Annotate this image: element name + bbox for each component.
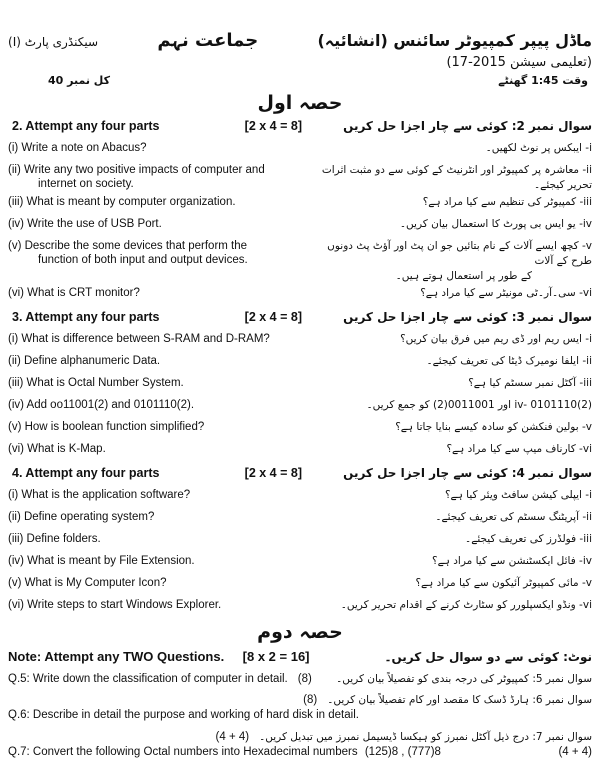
q6-marks: (8) bbox=[303, 694, 318, 706]
q4-item-row bbox=[8, 598, 592, 618]
q2-heading-urdu: سوال نمبر 2: کوئی سے چار اجزا حل کریں bbox=[343, 119, 592, 133]
q7-urdu-row bbox=[8, 730, 592, 745]
q4-item-row bbox=[8, 554, 592, 574]
q7-urdu: سوال نمبر 7: درج ذیل آکٹل نمبرز کو ہیکسا ڈیسیمل نمبرز میں تبدیل کریں۔ bbox=[259, 731, 592, 743]
q2-item-5-urdu: v- کچھ ایسے آلات کے نام بتائیں جو ان پٹ اور آؤٹ پٹ دونوں طرح کے آلات bbox=[327, 240, 592, 267]
q2-heading-box bbox=[8, 119, 308, 134]
q4-item-1-urdu: i- ایپلی کیشن سافٹ ویئر کیا ہے؟ bbox=[444, 489, 592, 501]
section-1-title: حصہ اول bbox=[257, 92, 343, 114]
q2-heading-row bbox=[8, 119, 592, 139]
q3-heading-row bbox=[8, 310, 592, 330]
q3-heading: 3. Attempt any four parts bbox=[12, 310, 160, 324]
q4-item-3: (iii) Define folders. bbox=[8, 533, 101, 545]
q3-heading-box bbox=[8, 310, 308, 325]
q3-item-row bbox=[8, 420, 592, 440]
q2-item-5-cont: function of both input and output devices. bbox=[38, 254, 248, 266]
q4-item-5-urdu: v- مائی کمپیوٹر آئیکون سے کیا مراد ہے؟ bbox=[415, 577, 592, 589]
q3-item-3: (iii) What is Octal Number System. bbox=[8, 377, 184, 389]
q3-item-4-urdu: iv- 0101110(2) اور 0011001(2) کو جمع کریں۔ bbox=[366, 399, 592, 411]
q4-heading-row bbox=[8, 466, 592, 486]
q2-item-2-box bbox=[8, 163, 308, 191]
paper-title-urdu: ماڈل پیپر کمپیوٹر سائنس (انشائیہ) bbox=[317, 31, 592, 50]
q3-item-3-urdu: iii- آکٹل نمبر سسٹم کیا ہے؟ bbox=[468, 377, 592, 389]
q4-item-row bbox=[8, 532, 592, 552]
q7-marks: (4 + 4) bbox=[558, 746, 592, 758]
note-urdu: نوٹ: کوئی سے دو سوال حل کریں۔ bbox=[384, 650, 592, 664]
q4-marks: [2 x 4 = 8] bbox=[244, 466, 302, 480]
header-row-2 bbox=[8, 74, 592, 87]
q3-item-row bbox=[8, 332, 592, 352]
q6-urdu: سوال نمبر 6: ہارڈ ڈسک کا مقصد اور کام تفصیلاً بیان کریں۔ bbox=[327, 694, 592, 706]
q5-row bbox=[8, 672, 592, 687]
q4-item-row bbox=[8, 488, 592, 508]
q3-item-5: (v) How is boolean function simplified? bbox=[8, 421, 205, 433]
q3-item-4: (iv) Add oo11001(2) and 0101110(2). bbox=[8, 399, 195, 411]
note-box bbox=[8, 648, 310, 666]
q4-item-6-urdu: vi- ونڈو ایکسپلورر کو سٹارٹ کرنے کے اقدام تحریر کریں۔ bbox=[340, 599, 592, 611]
q2-item-2-cont: internet on society. bbox=[38, 178, 134, 190]
q3-item-6-urdu: vi- کارناف میپ سے کیا مراد ہے؟ bbox=[446, 443, 592, 455]
section-2-title: حصہ دوم bbox=[257, 621, 343, 643]
class-urdu: جماعت نہم bbox=[157, 30, 259, 51]
note-row bbox=[8, 648, 592, 666]
total-marks-urdu: کل نمبر 40 bbox=[48, 74, 111, 87]
part-urdu: سیکنڈری پارٹ (I) bbox=[8, 35, 99, 49]
q4-item-row bbox=[8, 510, 592, 530]
q4-item-5: (v) What is My Computer Icon? bbox=[8, 577, 167, 589]
q2-item-5-urdu-box bbox=[316, 239, 592, 284]
header-row-1 bbox=[8, 30, 592, 70]
q2-item-row bbox=[8, 141, 592, 161]
q2-item-row bbox=[8, 217, 592, 237]
q4-item-4-urdu: iv- فائل ایکسٹنشن سے کیا مراد ہے؟ bbox=[432, 555, 592, 567]
q4-item-1: (i) What is the application software? bbox=[8, 489, 191, 501]
q2-item-5-urdu-cont: کے طور پر استعمال ہوتے ہیں۔ bbox=[395, 270, 532, 282]
q4-heading: 4. Attempt any four parts bbox=[12, 466, 160, 480]
q7-values: (125)8 , (777)8 bbox=[364, 746, 441, 758]
note: Note: Attempt any TWO Questions. bbox=[8, 649, 225, 664]
q2-item-row bbox=[8, 163, 592, 193]
q2-item-5-box bbox=[8, 239, 308, 267]
q2-item-2: (ii) Write any two positive impacts of computer and bbox=[8, 164, 265, 176]
q2-item-4: (iv) Write the use of USB Port. bbox=[8, 218, 162, 230]
q6-urdu-row bbox=[8, 693, 592, 708]
q2-item-4-urdu: iv- یو ایس بی پورٹ کا استعمال بیان کریں۔ bbox=[399, 218, 592, 230]
q2-item-3-urdu: iii- کمپیوٹر کی تنظیم سے کیا مراد ہے؟ bbox=[422, 196, 592, 208]
q3-item-5-urdu: v- بولین فنکشن کو سادہ کیسے بنایا جاتا ہے؟ bbox=[395, 421, 592, 433]
q7 bbox=[8, 745, 441, 759]
note-marks: [8 x 2 = 16] bbox=[242, 649, 310, 664]
q3-heading-urdu: سوال نمبر 3: کوئی سے چار اجزا حل کریں bbox=[343, 310, 592, 324]
q3-item-2-urdu: ii- ایلفا نومیرک ڈیٹا کی تعریف کیجئے۔ bbox=[426, 355, 592, 367]
q2-item-1-urdu: i- ایبکس پر نوٹ لکھیں۔ bbox=[485, 142, 592, 154]
q2-item-6: (vi) What is CRT monitor? bbox=[8, 287, 140, 299]
time-urdu: وقت 1:45 گھنٹے bbox=[498, 74, 588, 87]
q4-item-6: (vi) Write steps to start Windows Explorer. bbox=[8, 599, 222, 611]
q2-item-5: (v) Describe the some devices that perform the bbox=[8, 240, 248, 252]
q5-urdu: سوال نمبر 5: کمپیوٹر کی درجہ بندی کو تفصیلاً بیان کریں۔ bbox=[336, 673, 592, 685]
q4-item-4: (iv) What is meant by File Extension. bbox=[8, 555, 195, 567]
q3-item-row bbox=[8, 442, 592, 462]
q3-item-row bbox=[8, 398, 592, 418]
session: (تعلیمی سیشن 2015-17) bbox=[446, 55, 592, 70]
q4-item-2-urdu: ii- آپریٹنگ سسٹم کی تعریف کیجئے۔ bbox=[435, 511, 592, 523]
q4-item-2: (ii) Define operating system? bbox=[8, 511, 155, 523]
q3-marks: [2 x 4 = 8] bbox=[244, 310, 302, 324]
q5-marks: (8) bbox=[297, 673, 312, 685]
q2-item-1: (i) Write a note on Abacus? bbox=[8, 142, 147, 154]
q4-item-row bbox=[8, 576, 592, 596]
q2-item-3: (iii) What is meant by computer organization. bbox=[8, 196, 236, 208]
q2-item-2-urdu: ii- معاشرہ پر کمپیوٹر اور انٹرنیٹ کے کوئی سے دو مثبت اثرات تحریر کیجئے۔ bbox=[321, 164, 592, 191]
q7-row bbox=[8, 745, 592, 759]
q3-item-row bbox=[8, 376, 592, 396]
q3-item-6: (vi) What is K-Map. bbox=[8, 443, 106, 455]
q6: Q.6: Describe in detail the purpose and working of hard disk in detail. bbox=[8, 709, 359, 721]
q2-marks: [2 x 4 = 8] bbox=[244, 119, 302, 133]
q3-item-row bbox=[8, 354, 592, 374]
q2-item-6-urdu: vi- سی۔آر۔ٹی مونیٹر سے کیا مراد ہے؟ bbox=[420, 287, 592, 299]
q2-item-row bbox=[8, 195, 592, 215]
q7-text: Q.7: Convert the following Octal numbers into Hexadecimal numbers bbox=[8, 746, 358, 758]
q3-item-1-urdu: i- ایس ریم اور ڈی ریم میں فرق بیان کریں؟ bbox=[400, 333, 592, 345]
q5: Q.5: Write down the classification of computer in detail. bbox=[8, 673, 288, 685]
q4-item-3-urdu: iii- فولڈرز کی تعریف کیجئے۔ bbox=[465, 533, 592, 545]
q4-heading-box bbox=[8, 466, 308, 481]
q3-item-2: (ii) Define alphanumeric Data. bbox=[8, 355, 161, 367]
q2-heading: 2. Attempt any four parts bbox=[12, 119, 160, 133]
q2-item-row bbox=[8, 239, 592, 284]
q7-urdu-marks: (4 + 4) bbox=[215, 731, 250, 743]
q4-heading-urdu: سوال نمبر 4: کوئی سے چار اجزا حل کریں bbox=[343, 466, 592, 480]
q3-item-1: (i) What is difference between S-RAM and D-RAM? bbox=[8, 333, 270, 345]
q2-item-row bbox=[8, 286, 592, 306]
